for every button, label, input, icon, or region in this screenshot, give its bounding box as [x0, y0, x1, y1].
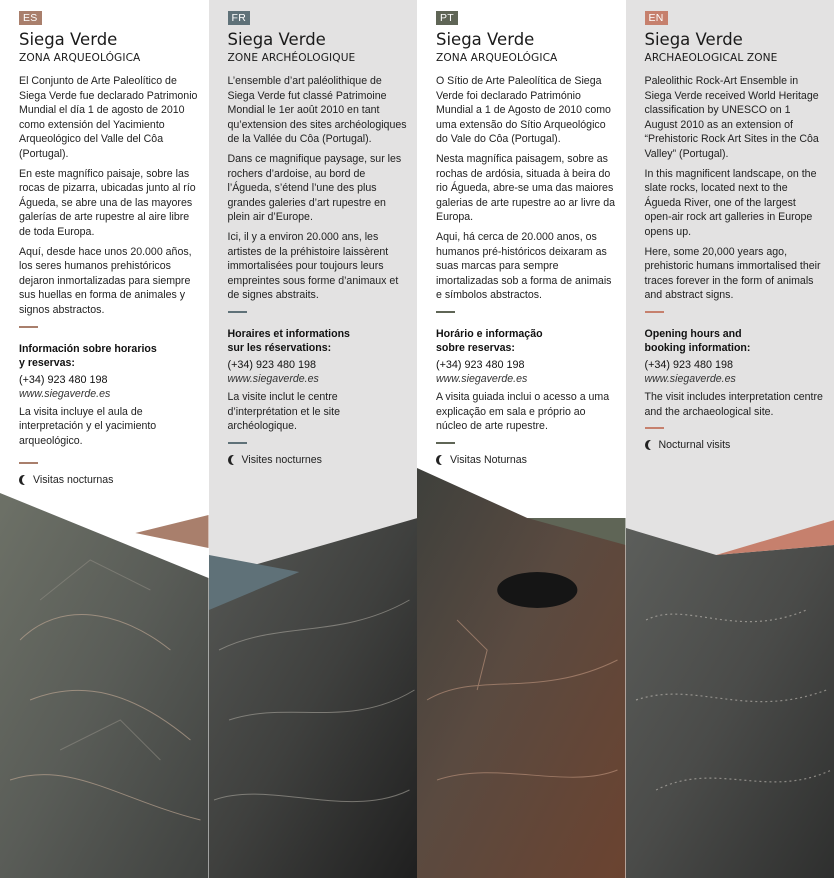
title: Siega Verde	[227, 30, 326, 49]
intro-paragraph: O Sítio de Arte Paleolítica de Siega Verde foi declarado Património Mundial a 1 de Agosto de 2010 como uma extensão do Sítio Arqueológico do Vale do Côa (Portugal).	[436, 75, 611, 146]
moon-icon	[228, 455, 237, 465]
website-link[interactable]: www.siegaverde.es	[19, 387, 111, 400]
visit-note: La visita incluye el aula de interpretación y el yacimiento arqueológico.	[19, 405, 157, 447]
night-visits-label: Nocturnal visits	[658, 439, 731, 452]
lang-badge-es: ES	[19, 11, 42, 25]
night-visits	[19, 473, 199, 487]
divider	[228, 442, 247, 444]
panel-content-fr	[228, 8, 408, 467]
panel-content-pt	[436, 8, 616, 467]
divider	[436, 442, 455, 444]
website-link[interactable]: www.siegaverde.es	[227, 372, 319, 385]
intro-paragraph: El Conjunto de Arte Paleolítico de Siega Verde fue declarado Patrimonio Mundial el día 1 de agosto de 2010 como extensión del Yacimiento Arqueológico del Valle del Côa (Portugal).	[19, 75, 198, 160]
info-heading: Horaires et informations sur les réservations:	[227, 327, 350, 354]
panel-fr	[209, 0, 418, 878]
panel-content-es	[19, 8, 199, 487]
night-visits	[645, 438, 825, 452]
moon-icon	[19, 475, 28, 485]
visit-note: The visit includes interpretation centre and the archaeological site.	[644, 390, 823, 418]
info-heading: Información sobre horarios y reservas:	[19, 342, 157, 369]
title: Siega Verde	[19, 30, 118, 49]
lang-badge-pt: PT	[436, 11, 458, 25]
divider	[645, 427, 664, 429]
panel-content-en	[645, 8, 825, 452]
info-heading: Opening hours and booking information:	[644, 327, 751, 354]
panel-pt	[417, 0, 626, 878]
history-paragraph: Aquí, desde hace unos 20.000 años, los seres humanos prehistóricos dejaron inmortalizadas para siempre sus huellas en forma de animales y signos abstractos.	[19, 245, 192, 316]
moon-icon	[645, 440, 654, 450]
subtitle: ZONE ARCHÉOLOGIQUE	[227, 52, 356, 64]
info-heading: Horário e informação sobre reservas:	[436, 327, 543, 354]
visit-note: A visita guiada inclui o acesso a uma explicação em sala e próprio ao núcleo de arte rupestre.	[436, 390, 610, 433]
lang-badge-fr: FR	[228, 11, 251, 25]
night-visits-label: Visitas nocturnas	[33, 474, 114, 487]
divider	[228, 311, 247, 313]
moon-icon	[436, 455, 445, 465]
phone-number[interactable]: (+34) 923 480 198	[227, 358, 317, 371]
accent-triangle-es	[135, 515, 208, 548]
website-link[interactable]: www.siegaverde.es	[644, 372, 736, 385]
night-visits	[228, 453, 408, 467]
landscape-paragraph: En este magnífico paisaje, sobre las rocas de pizarra, ubicadas junto al río Águeda, se abre una de las mayores galerías de arte rupestre al aire libre de toda Europa.	[19, 167, 196, 238]
panel-es	[0, 0, 209, 878]
landscape-paragraph: Dans ce magnifique paysage, sur les rochers d’ardoise, au bord de l’Águeda, s’étend l’une des plus grandes galeries d’art rupestre en plein air d’Europe.	[227, 152, 402, 224]
lang-badge-en: EN	[645, 11, 668, 25]
phone-number[interactable]: (+34) 923 480 198	[19, 373, 108, 386]
history-paragraph: Ici, il y a environ 20.000 ans, les artistes de la préhistoire laissèrent immortalisées pour toujours leurs empreintes sous forme d’animaux et de signes abstraits.	[227, 230, 399, 302]
visit-note: La visite inclut le centre d’interprétation et le site archéologique.	[227, 390, 340, 433]
divider	[19, 326, 38, 328]
history-paragraph: Aqui, há cerca de 20.000 anos, os humanos pré-históricos deixaram as suas marcas para sempre imortalizadas sob a forma de animais e símbolos abstractos.	[436, 230, 612, 302]
phone-number[interactable]: (+34) 923 480 198	[436, 358, 525, 371]
night-visits-label: Visites nocturnes	[241, 453, 322, 466]
phone-number[interactable]: (+34) 923 480 198	[644, 358, 734, 371]
divider	[436, 311, 455, 313]
title: Siega Verde	[436, 30, 535, 49]
divider	[19, 462, 38, 464]
night-visits-label: Visitas Noturnas	[450, 453, 527, 466]
intro-paragraph: L’ensemble d’art paléolithique de Siega Verde fut classé Patrimoine Mondial le 1er août 2010 en tant qu’extension des sites archéologiques de la Vallée du Côa (Portugal).	[227, 75, 407, 146]
night-visits	[436, 453, 616, 467]
subtitle: ZONA ARQUEOLÓGICA	[436, 52, 558, 64]
title: Siega Verde	[644, 30, 743, 49]
landscape-paragraph: Nesta magnífica paisagem, sobre as rochas de ardósia, situada à beira do rio Águeda, abre-se uma das maiores galerias de arte rupestre ao ar livre da Europa.	[436, 152, 616, 224]
intro-paragraph: Paleolithic Rock-Art Ensemble in Siega Verde received World Heritage classification by UNESCO on 1 August 2010 as an extension of “Prehistoric Rock Art Sites in the Côa Valley” (Portugal).	[644, 75, 819, 160]
panel-en	[626, 0, 834, 878]
landscape-paragraph: In this magnificent landscape, on the slate rocks, located next to the Águeda River, one of the largest open-air rock art galleries in Europe opens up.	[644, 167, 817, 238]
divider	[645, 311, 664, 313]
history-paragraph: Here, some 20,000 years ago, prehistoric humans immortalised their traces forever in the form of animals and abstract signs.	[644, 245, 821, 302]
subtitle: ZONA ARQUEOLÓGICA	[19, 52, 141, 64]
subtitle: ARCHAEOLOGICAL ZONE	[644, 52, 778, 64]
website-link[interactable]: www.siegaverde.es	[436, 372, 528, 385]
